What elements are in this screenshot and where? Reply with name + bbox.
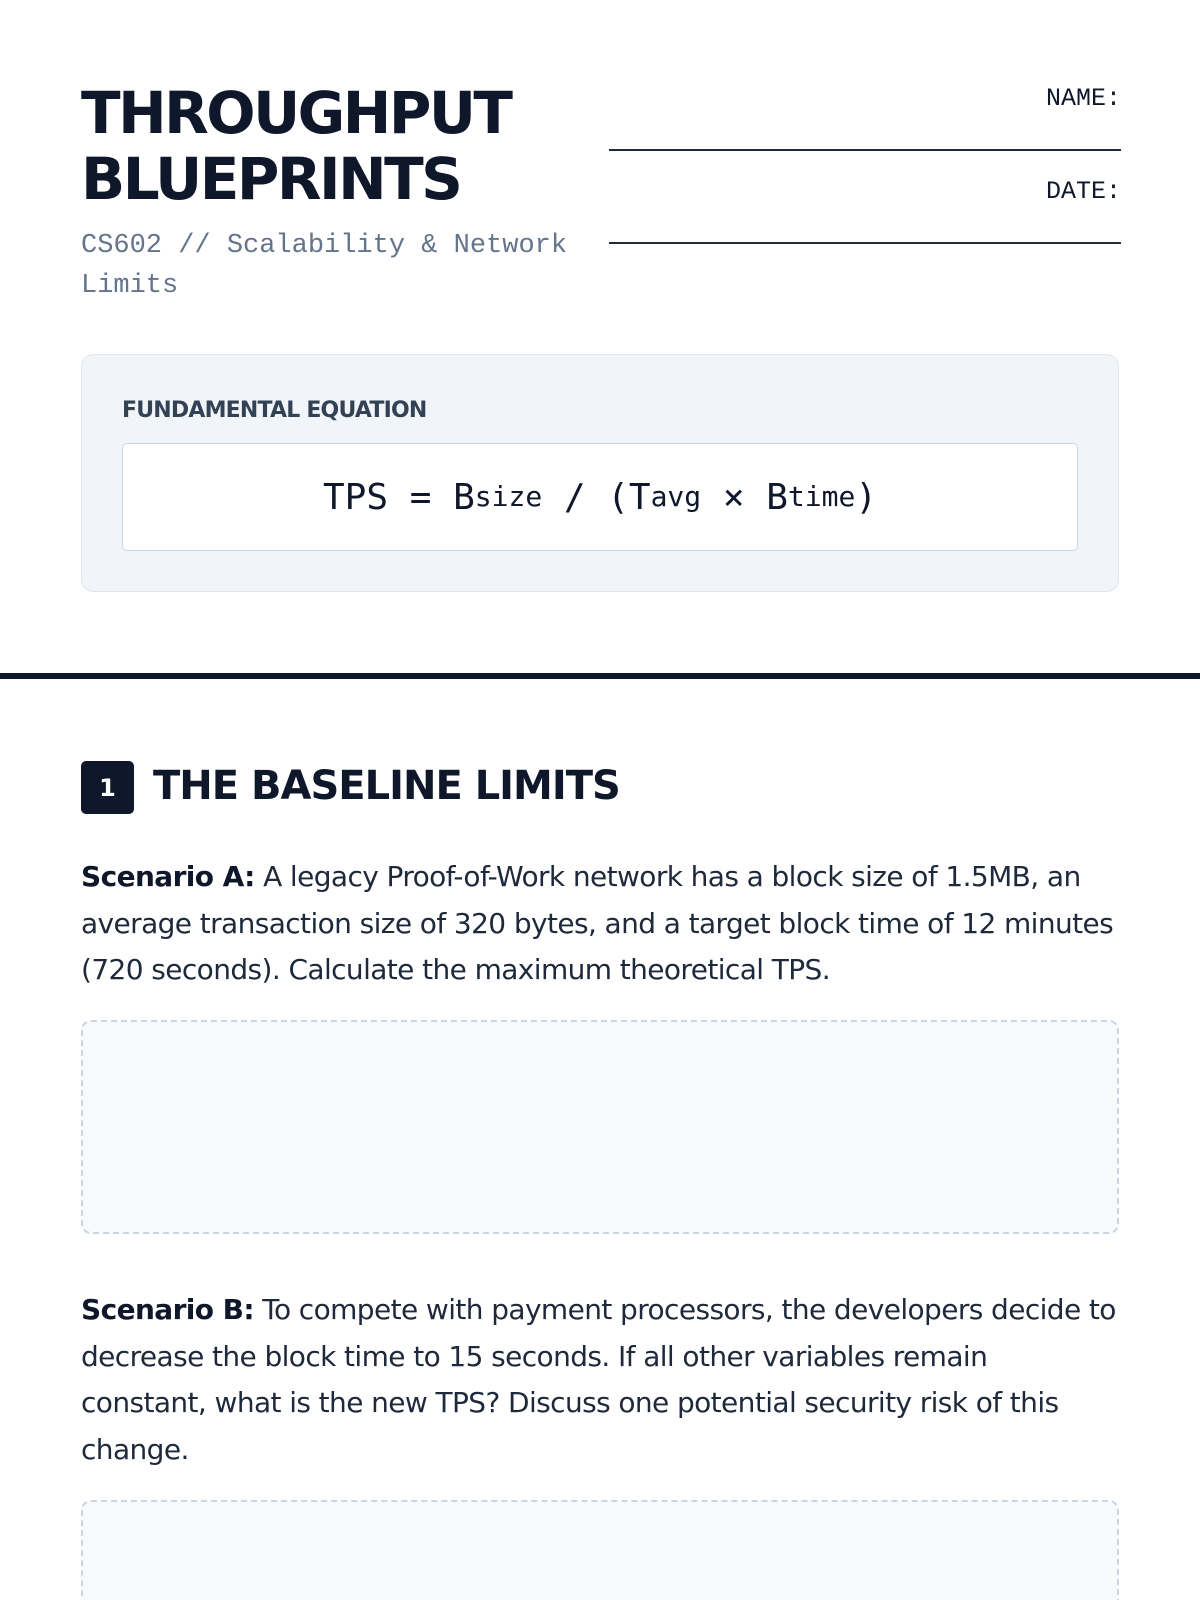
eq-equals: =: [388, 476, 454, 518]
scenario-a-text: A legacy Proof-of-Work network has a block size of 1.5MB, an average transaction size of 320 bytes, and a target block time of 12 minutes (720 seconds). Calculate the maximum theoretical TPS.: [81, 860, 1114, 986]
scenario-a-prompt: [81, 854, 1119, 994]
eq-slash: / (: [542, 476, 629, 518]
scenario-a-answer-box[interactable]: [81, 1020, 1119, 1234]
eq-t: T: [628, 476, 651, 518]
scenario-a-label: Scenario A:: [81, 860, 255, 893]
eq-lhs: TPS: [323, 476, 389, 518]
eq-close: ): [855, 476, 877, 518]
section-number-badge: 1: [81, 761, 134, 814]
scenario-b-text: To compete with payment processors, the developers decide to decrease the block time to 15 seconds. If all other variables remain constant, what is the new TPS? Discuss one potential security risk of this change.: [81, 1293, 1116, 1466]
eq-b2: B: [766, 476, 788, 518]
course-subtitle: CS602 // Scalability & Network Limits: [81, 231, 568, 301]
scenario-b-answer-box[interactable]: [81, 1500, 1119, 1600]
worksheet-header: [81, 80, 601, 306]
scenario-b-label: Scenario B:: [81, 1293, 254, 1326]
name-label: NAME:: [1045, 84, 1121, 113]
worksheet-title-line-1: THROUGHPUT: [81, 79, 511, 147]
eq-b: B: [453, 476, 475, 518]
equation-formula: TPS = B size / ( T avg × B time ): [122, 443, 1078, 551]
equation-heading: FUNDAMENTAL EQUATION: [122, 398, 427, 423]
eq-times: ×: [701, 476, 767, 518]
date-field[interactable]: [609, 175, 1121, 244]
date-label: DATE:: [1045, 177, 1121, 206]
equation-panel: [81, 354, 1119, 592]
worksheet-title-line-2: BLUEPRINTS: [81, 145, 461, 213]
section-title: THE BASELINE LIMITS: [153, 763, 620, 809]
section-divider: [0, 673, 1200, 679]
name-field[interactable]: [609, 82, 1121, 151]
scenario-b-prompt: [81, 1287, 1119, 1473]
